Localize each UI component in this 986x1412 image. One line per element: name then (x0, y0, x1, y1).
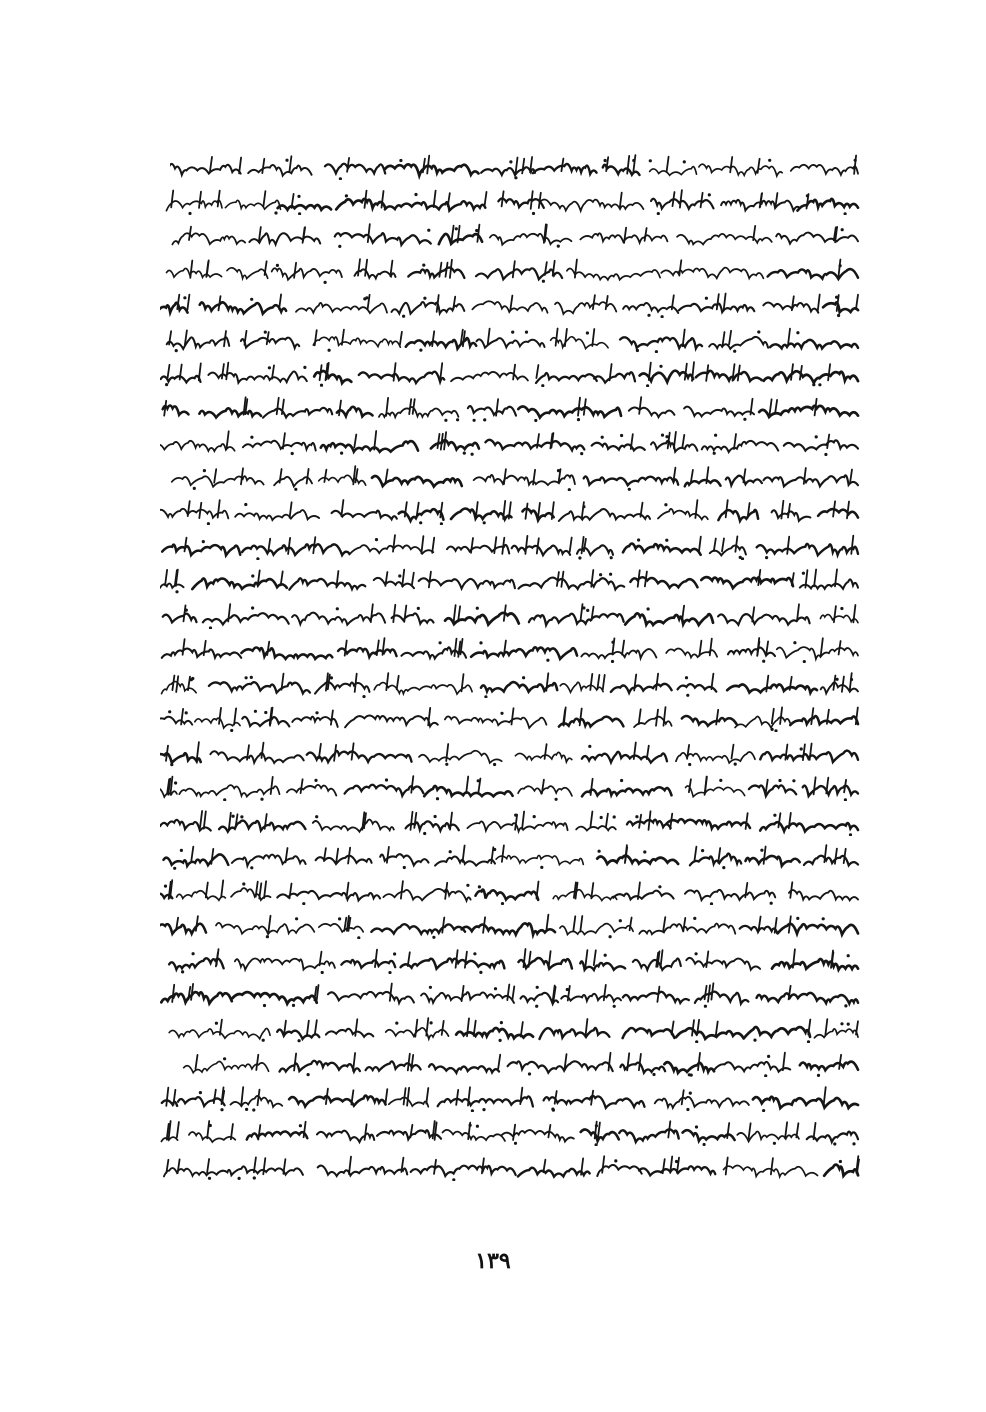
manuscript-line (160, 873, 860, 908)
handwriting-stroke (160, 189, 860, 215)
manuscript-line (160, 1114, 860, 1149)
handwriting-stroke (160, 430, 860, 456)
handwriting-stroke (160, 534, 860, 560)
manuscript-line (160, 459, 860, 494)
manuscript-line (160, 148, 860, 183)
handwriting-stroke (160, 810, 860, 836)
manuscript-line (160, 976, 860, 1011)
manuscript-line (160, 424, 860, 459)
handwriting-stroke (160, 396, 860, 422)
manuscript-line (160, 907, 860, 942)
manuscript-line (160, 597, 860, 632)
manuscript-line (160, 631, 860, 666)
handwriting-stroke (160, 568, 860, 594)
page-number: ١٣٩ (475, 1248, 511, 1274)
manuscript-line (160, 390, 860, 425)
handwriting-stroke (160, 603, 860, 629)
handwriting-stroke (170, 154, 860, 180)
manuscript-line (160, 286, 860, 321)
manuscript-line (160, 493, 860, 528)
handwriting-stroke (160, 672, 860, 698)
manuscript-line (160, 1011, 860, 1046)
manuscript-line (160, 700, 860, 735)
manuscript-line (160, 217, 860, 252)
handwriting-stroke (160, 637, 860, 663)
manuscript-line (160, 942, 860, 977)
handwriting-stroke (160, 706, 860, 732)
handwriting-stroke (160, 913, 860, 939)
manuscript-text-block (160, 148, 860, 1183)
handwriting-stroke (160, 775, 860, 801)
handwriting-stroke (160, 292, 860, 318)
handwriting-stroke (160, 1017, 860, 1043)
manuscript-line (160, 804, 860, 839)
handwriting-stroke (160, 499, 860, 525)
manuscript-line (160, 666, 860, 701)
handwriting-stroke (160, 1155, 860, 1181)
handwriting-stroke (170, 1051, 860, 1077)
handwriting-stroke (160, 948, 860, 974)
manuscript-line (160, 355, 860, 390)
handwriting-stroke (160, 879, 860, 905)
manuscript-line (160, 1080, 860, 1115)
handwriting-stroke (160, 741, 860, 767)
handwriting-stroke (160, 465, 860, 491)
handwriting-stroke (160, 1086, 860, 1112)
handwriting-stroke (160, 223, 860, 249)
manuscript-line (160, 838, 860, 873)
handwriting-stroke (165, 327, 860, 353)
manuscript-line (160, 183, 860, 218)
manuscript-line (160, 321, 860, 356)
manuscript-line (160, 562, 860, 597)
handwriting-stroke (160, 982, 860, 1008)
handwriting-stroke (160, 361, 860, 387)
manuscript-line (160, 528, 860, 563)
manuscript-line (160, 1045, 860, 1080)
handwriting-stroke (160, 258, 860, 284)
manuscript-line (160, 1149, 860, 1184)
manuscript-line (160, 769, 860, 804)
manuscript-line (160, 735, 860, 770)
manuscript-line (160, 252, 860, 287)
handwriting-stroke (160, 1120, 860, 1146)
handwriting-stroke (160, 844, 860, 870)
